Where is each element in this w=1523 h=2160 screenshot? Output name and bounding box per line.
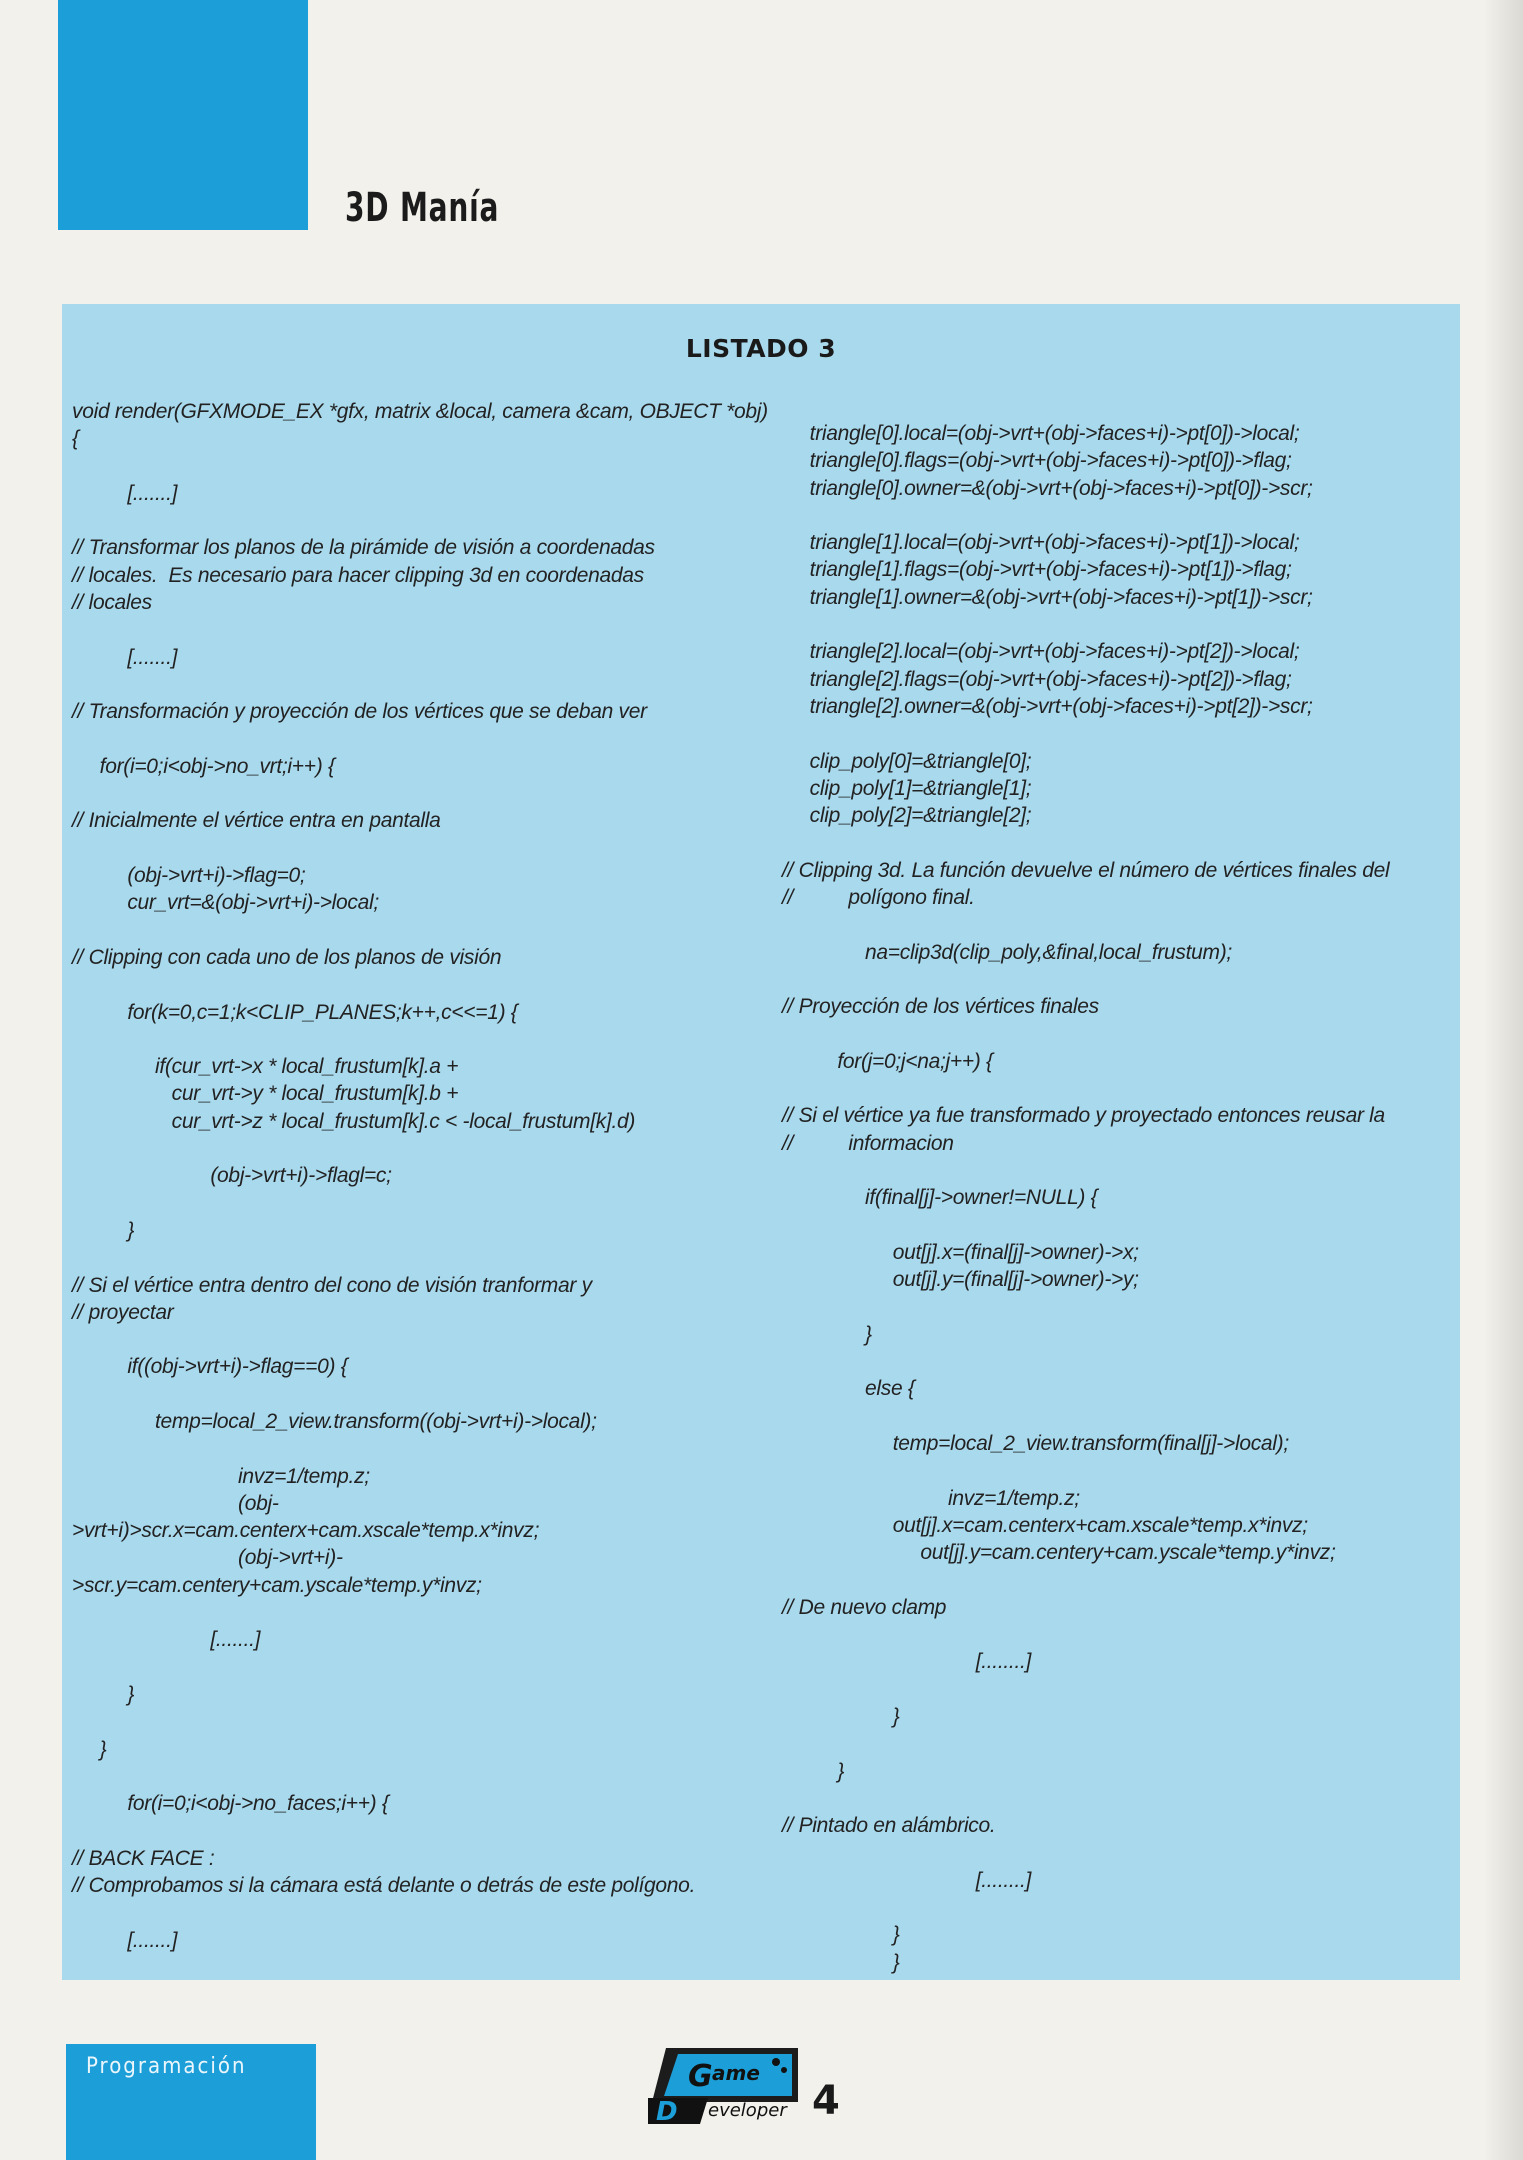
svg-text:D: D	[656, 2097, 678, 2126]
corner-color-block	[58, 0, 308, 230]
code-column-right: triangle[0].local=(obj->vrt+(obj->faces+i)->pt[0])->local; triangle[0].flags=(obj->vrt+(obj->faces+i)->pt[0])->flag; triangle[0].owner=&(obj->vrt+(obj->faces+i)->pt[0])->scr; triangle[1].local=(obj->vrt+(obj->faces+i)->pt[1])->local; triangle[1].flags=(obj->vrt+(obj->faces+i)->pt[1])->flag; triangle[1].owner=&(obj->vrt+(obj->faces+i)->pt[1])->scr; triangle[2].local=(obj->vrt+(obj->faces+i)->pt[2])->local; triangle[2].flags=(obj->vrt+(obj->faces+i)->pt[2])->flag; triangle[2].owner=&(obj->vrt+(obj->faces+i)->pt[2])->scr; clip_poly[0]=&triangle[0]; clip_poly[1]=&triangle[1]; clip_poly[2]=&triangle[2]; // Clipping 3d. La función devuelve el número de vértices finales del // polígono final. na=clip3d(clip_poly,&final,local_frustum); // Proyección de los vértices finales for(j=0;j<na;j++) { // Si el vértice ya fue transformado y proyectado entonces reusar la // informacion if(final[j]->owner!=NULL) { out[j].x=(final[j]->owner)->x; out[j].y=(final[j]->owner)->y; } else { temp=local_2_view.transform(final[j]->local); invz=1/temp.z; out[j].x=cam.centerx+cam.xscale*temp.x*invz; out[j].y=cam.centery+cam.yscale*temp.y*invz; // De nuevo clamp [........] } } // Pintado en alámbrico. [........] } }	[782, 422, 1390, 1974]
page-edge-shadow	[1483, 0, 1523, 2160]
section-title: 3D Manía	[345, 185, 500, 231]
svg-text:G: G	[688, 2059, 713, 2094]
svg-text:ame: ame	[712, 2061, 760, 2085]
game-developer-logo	[648, 2040, 798, 2126]
footer-section-label: Programación	[86, 2054, 247, 2079]
footer-section-band	[66, 2044, 316, 2160]
listing-heading: LISTADO 3	[685, 334, 837, 363]
code-listing-box	[62, 304, 1460, 1980]
page-number: 4	[812, 2078, 840, 2124]
svg-text:eveloper: eveloper	[708, 2100, 787, 2121]
code-column-left: void render(GFXMODE_EX *gfx, matrix &local, camera &cam, OBJECT *obj) { [.......] // Transformar los planos de la pirámide de visión a coordenadas // locales. Es necesario para hacer clipping 3d en coordenadas // locales [.......] // Transformación y proyección de los vértices que se deban ver for(i=0;i<obj->no_vrt;i++) { // Inicialmente el vértice entra en pantalla (obj->vrt+i)->flag=0; cur_vrt=&(obj->vrt+i)->local; // Clipping con cada uno de los planos de visión for(k=0,c=1;k<CLIP_PLANES;k++,c<<=1) { if(cur_vrt->x * local_frustum[k].a + cur_vrt->y * local_frustum[k].b + cur_vrt->z * local_frustum[k].c < -local_frustum[k].d) (obj->vrt+i)->flagl=c; } // Si el vértice entra dentro del cono de visión tranformar y // proyectar if((obj->vrt+i)->flag==0) { temp=local_2_view.transform((obj->vrt+i)->local); invz=1/temp.z; (obj- >vrt+i)>scr.x=cam.centerx+cam.xscale*temp.x*invz; (obj->vrt+i)- >scr.y=cam.centery+cam.yscale*temp.y*invz; [.......] } } for(i=0;i<obj->no_faces;i++) { // BACK FACE : // Comprobamos si la cámara está delante o detrás de este polígono. [.......]	[72, 400, 768, 1952]
